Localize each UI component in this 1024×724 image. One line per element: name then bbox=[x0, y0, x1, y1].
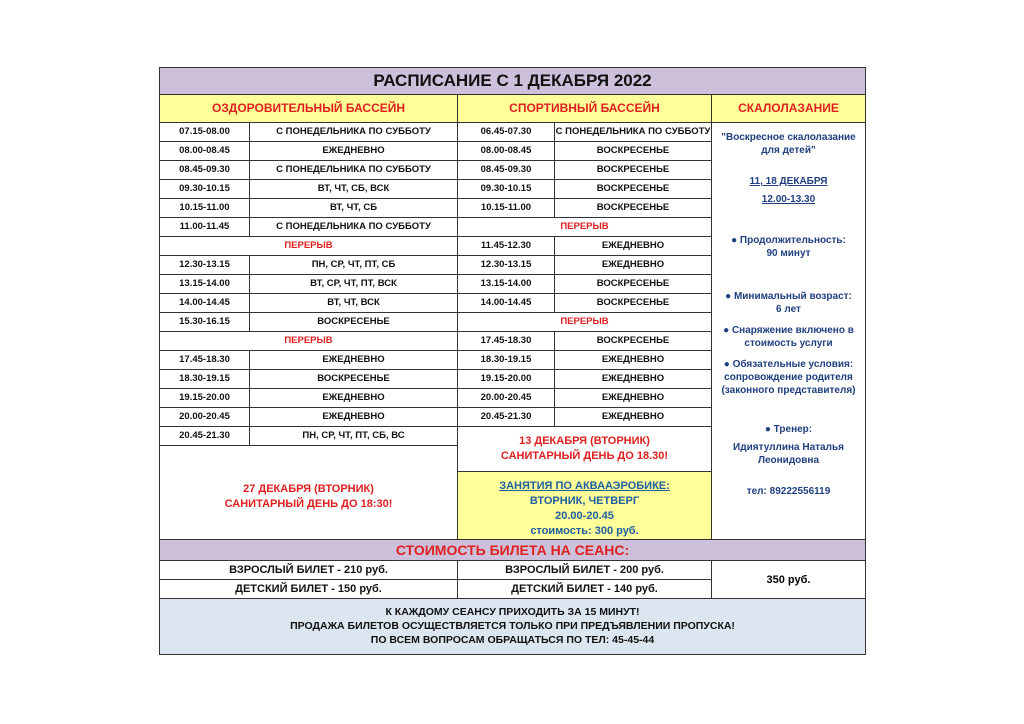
days-cell: ЕЖЕДНЕВНО bbox=[601, 354, 665, 365]
schedule-body bbox=[160, 123, 865, 540]
health-pool-column bbox=[160, 123, 458, 539]
trainer-label: ● Тренер: bbox=[764, 424, 813, 435]
time-cell: 20.00-20.45 bbox=[160, 408, 250, 426]
footer-line: К КАЖДОМУ СЕАНСУ ПРИХОДИТЬ ЗА 15 МИНУТ! bbox=[385, 606, 640, 618]
days-cell: ВТ, ЧТ, ВСК bbox=[327, 297, 380, 308]
notice-date: 27 ДЕКАБРЯ (ВТОРНИК) bbox=[243, 482, 374, 495]
conditions-text-cont: (законного представителя) bbox=[721, 385, 856, 396]
table-row bbox=[160, 180, 457, 199]
duration-value: 90 минут bbox=[766, 248, 811, 259]
days-cell: ЕЖЕДНЕВНО bbox=[322, 145, 385, 156]
days-cell: ЕЖЕДНЕВНО bbox=[601, 392, 665, 403]
table-row bbox=[160, 123, 457, 142]
footer-notes bbox=[160, 599, 865, 654]
break-row: ПЕРЕРЫВ bbox=[160, 237, 457, 256]
table-row bbox=[458, 256, 711, 275]
time-cell: 19.15-20.00 bbox=[458, 370, 555, 388]
table-row bbox=[160, 294, 457, 313]
price-title: СТОИМОСТЬ БИЛЕТА НА СЕАНС: bbox=[160, 540, 865, 561]
sport-pool-column bbox=[458, 123, 712, 539]
duration-label: ● Продолжительность: bbox=[731, 235, 846, 246]
climbing-column bbox=[712, 123, 865, 539]
days-cell: ЕЖЕДНЕВНО bbox=[601, 411, 665, 422]
days-cell: С ПОНЕДЕЛЬНИКА ПО СУББОТУ bbox=[276, 126, 431, 137]
days-cell: ВОСКРЕСЕНЬЕ bbox=[596, 278, 670, 289]
climbing-price: 350 руб. bbox=[766, 573, 811, 586]
header-climbing: СКАЛОЛАЗАНИЕ bbox=[738, 101, 839, 115]
time-cell: 07.15-08.00 bbox=[160, 123, 250, 141]
table-row bbox=[160, 313, 457, 332]
table-row bbox=[458, 180, 711, 199]
sanitary-day-notice bbox=[458, 427, 711, 472]
section-headers bbox=[160, 95, 865, 123]
table-row bbox=[458, 199, 711, 218]
notice-text: САНИТАРНЫЙ ДЕНЬ ДО 18:30! bbox=[224, 497, 393, 510]
time-cell: 12.30-13.15 bbox=[160, 256, 250, 274]
event-title: "Воскресное скалолазание bbox=[721, 132, 856, 143]
time-cell: 20.45-21.30 bbox=[458, 408, 555, 426]
time-cell: 08.00-08.45 bbox=[160, 142, 250, 160]
days-cell: ЕЖЕДНЕВНО bbox=[601, 373, 665, 384]
table-row bbox=[458, 332, 711, 351]
break-row: ПЕРЕРЫВ bbox=[458, 218, 711, 237]
table-row bbox=[160, 142, 457, 161]
time-cell: 17.45-18.30 bbox=[458, 332, 555, 350]
days-cell: С ПОНЕДЕЛЬНИКА ПО СУББОТУ bbox=[276, 164, 431, 175]
table-row bbox=[458, 123, 711, 142]
days-cell: ПН, СР, ЧТ, ПТ, СБ bbox=[311, 259, 396, 270]
aqua-time: 20.00-20.45 bbox=[555, 510, 614, 522]
days-cell: ВТ, ЧТ, СБ, ВСК bbox=[317, 183, 390, 194]
child-ticket-price: ДЕТСКИЙ БИЛЕТ - 140 руб. bbox=[458, 579, 711, 598]
days-cell: ВОСКРЕСЕНЬЕ bbox=[317, 373, 390, 384]
table-row bbox=[160, 427, 457, 446]
footer-line: ПО ВСЕМ ВОПРОСАМ ОБРАЩАТЬСЯ ПО ТЕЛ: 45-45-44 bbox=[370, 634, 655, 646]
equipment-note: ● Снаряжение включено в bbox=[723, 325, 854, 336]
time-cell: 14.00-14.45 bbox=[458, 294, 555, 312]
adult-ticket-price: ВЗРОСЛЫЙ БИЛЕТ - 210 руб. bbox=[229, 564, 388, 576]
event-dates: 11, 18 ДЕКАБРЯ bbox=[749, 176, 828, 187]
aqua-days: ВТОРНИК, ЧЕТВЕРГ bbox=[529, 495, 640, 507]
table-row bbox=[458, 294, 711, 313]
time-cell: 14.00-14.45 bbox=[160, 294, 250, 312]
time-cell: 06.45-07.30 bbox=[458, 123, 555, 141]
days-cell: ВОСКРЕСЕНЬЕ bbox=[596, 164, 670, 175]
days-cell: С ПОНЕДЕЛЬНИКА ПО СУББОТУ bbox=[276, 221, 431, 232]
table-row bbox=[160, 370, 457, 389]
time-cell: 10.15-11.00 bbox=[458, 199, 555, 217]
table-row bbox=[458, 275, 711, 294]
table-row bbox=[160, 389, 457, 408]
header-sport-pool: СПОРТИВНЫЙ БАССЕЙН bbox=[458, 95, 712, 122]
table-row bbox=[160, 408, 457, 427]
break-row: ПЕРЕРЫВ bbox=[160, 332, 457, 351]
table-row bbox=[160, 275, 457, 294]
time-cell: 13.15-14.00 bbox=[458, 275, 555, 293]
time-cell: 20.45-21.30 bbox=[160, 427, 250, 445]
time-cell: 08.45-09.30 bbox=[160, 161, 250, 179]
table-row bbox=[160, 199, 457, 218]
days-cell: ВОСКРЕСЕНЬЕ bbox=[596, 297, 670, 308]
table-row bbox=[458, 142, 711, 161]
trainer-name-cont: Леонидовна bbox=[757, 455, 820, 466]
aqua-title: ЗАНЯТИЯ ПО АКВААЭРОБИКЕ: bbox=[499, 480, 670, 492]
time-cell: 08.45-09.30 bbox=[458, 161, 555, 179]
days-cell: ВОСКРЕСЕНЬЕ bbox=[596, 202, 670, 213]
table-row bbox=[458, 389, 711, 408]
table-row bbox=[458, 351, 711, 370]
adult-ticket-price: ВЗРОСЛЫЙ БИЛЕТ - 200 руб. bbox=[505, 564, 664, 576]
table-row bbox=[160, 351, 457, 370]
header-health-pool: ОЗДОРОВИТЕЛЬНЫЙ БАССЕЙН bbox=[160, 95, 458, 122]
days-cell: ЕЖЕДНЕВНО bbox=[322, 411, 385, 422]
time-cell: 13.15-14.00 bbox=[160, 275, 250, 293]
time-cell: 10.15-11.00 bbox=[160, 199, 250, 217]
time-cell: 09.30-10.15 bbox=[458, 180, 555, 198]
time-cell: 08.00-08.45 bbox=[458, 142, 555, 160]
table-row bbox=[458, 237, 711, 256]
time-cell: 11.45-12.30 bbox=[458, 237, 555, 255]
child-ticket-price: ДЕТСКИЙ БИЛЕТ - 150 руб. bbox=[160, 579, 457, 598]
days-cell: ЕЖЕДНЕВНО bbox=[601, 259, 665, 270]
days-cell: ЕЖЕДНЕВНО bbox=[322, 354, 385, 365]
conditions-text: сопровождение родителя bbox=[724, 372, 853, 383]
age-label: ● Минимальный возраст: bbox=[725, 291, 852, 302]
trainer-phone: тел: 89222556119 bbox=[746, 486, 831, 497]
time-cell: 18.30-19.15 bbox=[160, 370, 250, 388]
days-cell: ВТ, ЧТ, СБ bbox=[329, 202, 378, 213]
aqua-price: стоимость: 300 руб. bbox=[530, 525, 639, 537]
table-row bbox=[458, 370, 711, 389]
days-cell: ВОСКРЕСЕНЬЕ bbox=[596, 145, 670, 156]
time-cell: 18.30-19.15 bbox=[458, 351, 555, 369]
days-cell: ЕЖЕДНЕВНО bbox=[322, 392, 385, 403]
table-row bbox=[160, 218, 457, 237]
prices-table bbox=[160, 561, 865, 599]
age-value: 6 лет bbox=[776, 304, 801, 315]
days-cell: ВОСКРЕСЕНЬЕ bbox=[596, 183, 670, 194]
event-time: 12.00-13.30 bbox=[761, 194, 816, 205]
days-cell: ПН, СР, ЧТ, ПТ, СБ, ВС bbox=[302, 430, 405, 441]
days-cell: ВТ, СР, ЧТ, ПТ, ВСК bbox=[310, 278, 397, 289]
time-cell: 09.30-10.15 bbox=[160, 180, 250, 198]
table-row bbox=[160, 256, 457, 275]
time-cell: 19.15-20.00 bbox=[160, 389, 250, 407]
days-cell: ВОСКРЕСЕНЬЕ bbox=[317, 316, 390, 327]
schedule-sheet bbox=[159, 67, 866, 655]
aqua-aerobics-block bbox=[458, 472, 711, 539]
notice-date: 13 ДЕКАБРЯ (ВТОРНИК) bbox=[519, 435, 650, 447]
health-pool-prices bbox=[160, 561, 458, 598]
notice-text: САНИТАРНЫЙ ДЕНЬ ДО 18.30! bbox=[500, 450, 669, 462]
time-cell: 17.45-18.30 bbox=[160, 351, 250, 369]
table-row bbox=[458, 408, 711, 427]
time-cell: 15.30-16.15 bbox=[160, 313, 250, 331]
time-cell: 12.30-13.15 bbox=[458, 256, 555, 274]
days-cell: ЕЖЕДНЕВНО bbox=[601, 240, 665, 251]
event-title-cont: для детей" bbox=[761, 145, 816, 156]
trainer-name: Идиятуллина Наталья bbox=[733, 442, 844, 453]
days-cell: С ПОНЕДЕЛЬНИКА ПО СУББОТУ bbox=[555, 126, 711, 137]
equipment-note-cont: стоимость услуги bbox=[744, 338, 833, 349]
table-row bbox=[160, 161, 457, 180]
break-row: ПЕРЕРЫВ bbox=[458, 313, 711, 332]
sanitary-day-notice bbox=[160, 446, 457, 539]
table-row bbox=[458, 161, 711, 180]
sport-pool-prices bbox=[458, 561, 712, 598]
time-cell: 11.00-11.45 bbox=[160, 218, 250, 236]
time-cell: 20.00-20.45 bbox=[458, 389, 555, 407]
days-cell: ВОСКРЕСЕНЬЕ bbox=[596, 335, 670, 346]
conditions-label: ● Обязательные условия: bbox=[723, 359, 854, 370]
page-title: РАСПИСАНИЕ С 1 ДЕКАБРЯ 2022 bbox=[160, 68, 865, 95]
footer-line: ПРОДАЖА БИЛЕТОВ ОСУЩЕСТВЛЯЕТСЯ ТОЛЬКО ПРИ ПРЕДЪЯВЛЕНИИ ПРОПУСКА! bbox=[290, 620, 735, 632]
